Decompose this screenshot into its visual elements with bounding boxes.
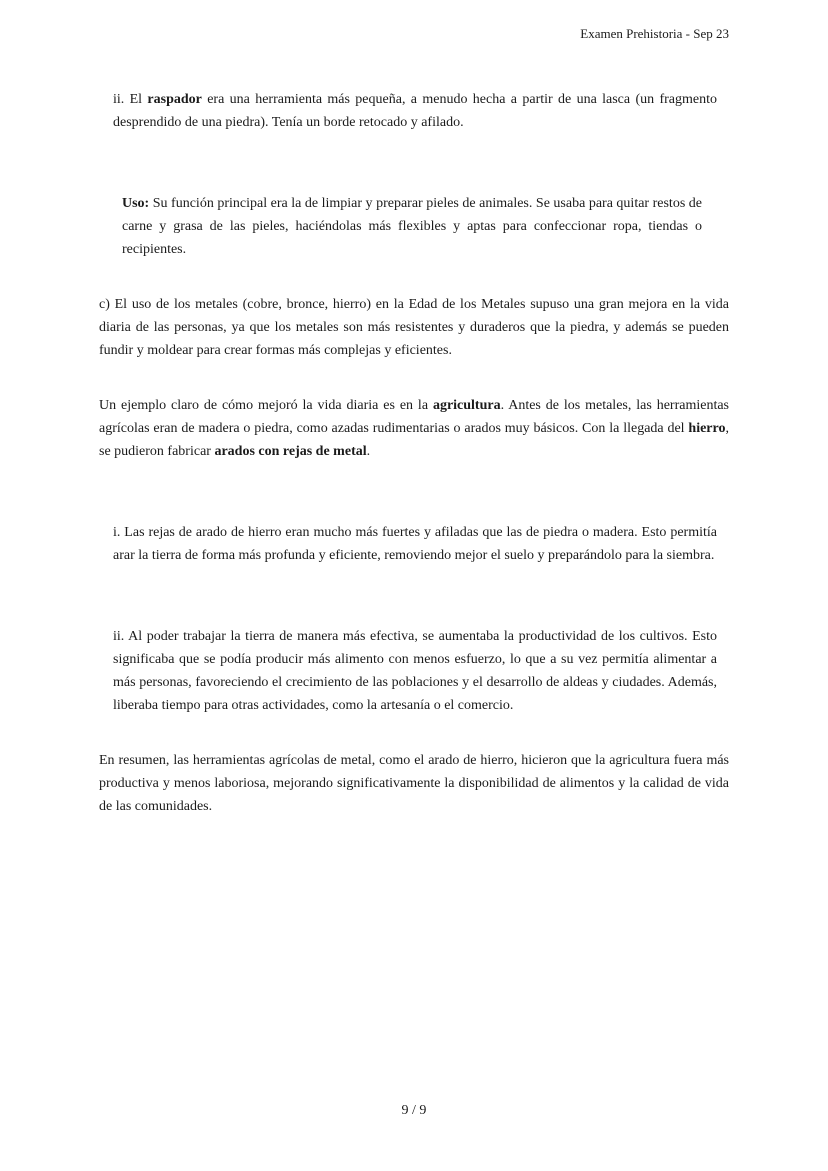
page-number: 9 / 9 bbox=[401, 1103, 427, 1118]
text-run: raspador bbox=[147, 92, 202, 107]
paragraph-resumen bbox=[99, 749, 729, 818]
document-content bbox=[99, 88, 729, 818]
text-run: i. Las rejas de arado de hierro eran mucho más fuertes y afiladas que las de piedra o madera. Esto permitía arar la tierra de forma más profunda y eficiente, removiendo mejor el suelo y preparándolo para la siembra. bbox=[113, 525, 717, 563]
text-run: era una herramienta más pequeña, a menudo hecha a partir de una lasca (un fragmento desprendido de una piedra). Tenía un borde retocado y afilado. bbox=[113, 92, 717, 130]
text-run: c) El uso de los metales (cobre, bronce, hierro) en la Edad de los Metales supuso una gran mejora en la vida diaria de las personas, ya que los metales son más resistentes y duraderos que la piedra, y además se pueden fundir y moldear para crear formas más complejas y eficientes. bbox=[99, 297, 729, 358]
text-run: , se pudieron fabricar bbox=[99, 421, 729, 459]
paragraph-apartado-c-metales bbox=[99, 293, 729, 362]
text-run: En resumen, las herramientas agrícolas de metal, como el arado de hierro, hicieron que la agricultura fuera más productiva y menos laboriosa, mejorando significativamente la disponibilidad de alimentos y la calidad de vida de las comunidades. bbox=[99, 753, 729, 814]
paragraph-item-ii-raspador bbox=[113, 88, 717, 134]
paragraph-item-i-rejas bbox=[113, 521, 717, 567]
page-footer bbox=[0, 1103, 828, 1119]
text-run: Su función principal era la de limpiar y preparar pieles de animales. Se usaba para quitar restos de carne y grasa de las pieles, haciéndolas más flexibles y aptas para confeccionar ropa, tiendas o recipientes. bbox=[122, 196, 702, 257]
text-run: agricultura bbox=[432, 398, 501, 413]
text-run: Un ejemplo claro de cómo mejoró la vida diaria es en la bbox=[99, 398, 433, 413]
text-run: hierro bbox=[688, 421, 726, 436]
paragraph-ejemplo-agricultura bbox=[99, 394, 729, 463]
paragraph-uso-raspador bbox=[122, 192, 702, 261]
text-run: arados con rejas de metal bbox=[214, 444, 367, 459]
text-run: . bbox=[366, 444, 371, 459]
text-run: . Antes de los metales, las herramientas agrícolas eran de madera o piedra, como azadas rudimentarias o arados muy básicos. Con la llegada del bbox=[99, 398, 729, 436]
page-header bbox=[580, 26, 729, 42]
header-title: Examen Prehistoria - Sep 23 bbox=[580, 26, 729, 41]
text-run: Uso: bbox=[122, 196, 150, 211]
paragraph-item-ii-productividad bbox=[113, 625, 717, 717]
text-run: ii. El bbox=[113, 92, 148, 107]
text-run: ii. Al poder trabajar la tierra de manera más efectiva, se aumentaba la productividad de los cultivos. Esto significaba que se podía producir más alimento con menos esfuerzo, lo que a su vez permitía alimentar a más personas, favoreciendo el crecimiento de las poblaciones y el desarrollo de aldeas y ciudades. Además, liberaba tiempo para otras actividades, como la artesanía o el comercio. bbox=[113, 629, 717, 713]
